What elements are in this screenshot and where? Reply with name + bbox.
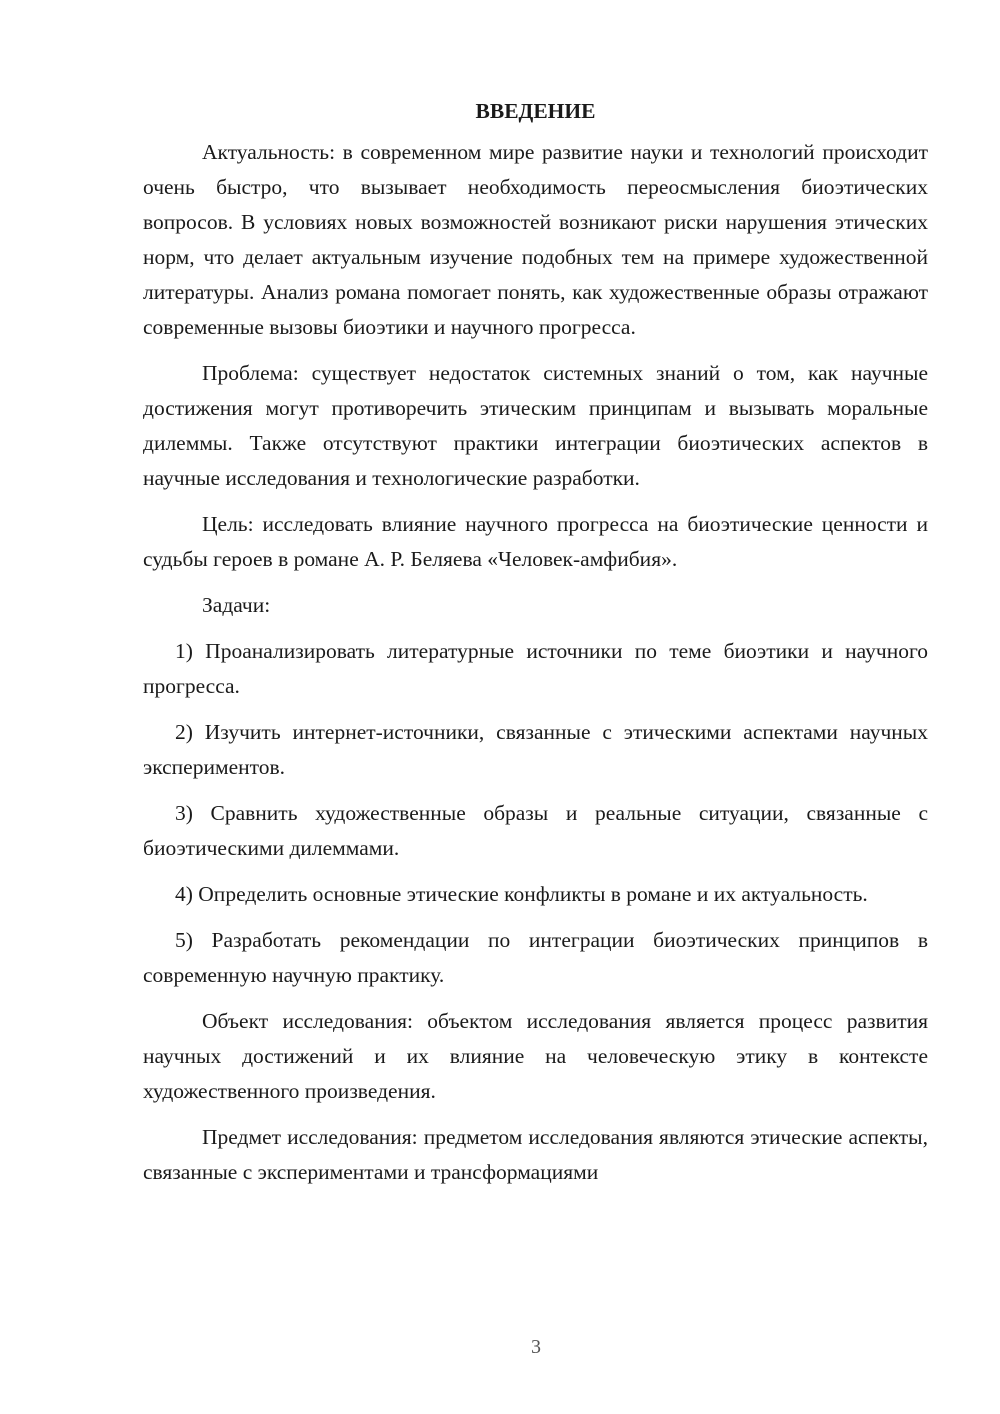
task-item-5: 5) Разработать рекомендации по интеграции биоэтических принципов в современную научную практику.	[143, 928, 928, 987]
task-item-2: 2) Изучить интернет-источники, связанные с этическими аспектами научных экспериментов.	[143, 720, 928, 779]
paragraph-goal: Цель: исследовать влияние научного прогресса на биоэтические ценности и судьбы героев в романе А. Р. Беляева «Человек-амфибия».	[143, 512, 928, 571]
task-item-4: 4) Определить основные этические конфликты в романе и их актуальность.	[175, 882, 868, 906]
document-page	[143, 96, 928, 1201]
section-heading: ВВЕДЕНИЕ	[475, 99, 596, 123]
task-item-3: 3) Сравнить художественные образы и реальные ситуации, связанные с биоэтическими дилеммами.	[143, 801, 928, 860]
paragraph-relevance: Актуальность: в современном мире развитие науки и технологий происходит очень быстро, что вызывает необходимость переосмысления биоэтических вопросов. В условиях новых возможностей возникают риски нарушения этических норм, что делает актуальным изучение подобных тем на примере художественной литературы. Анализ романа помогает понять, как художественные образы отражают современные вызовы биоэтики и научного прогресса.	[143, 140, 928, 339]
paragraph-object: Объект исследования: объектом исследования является процесс развития научных достижений и их влияние на человеческую этику в контексте художественного произведения.	[143, 1009, 928, 1103]
paragraph-subject: Предмет исследования: предметом исследования являются этические аспекты, связанные с экспериментами и трансформациями	[143, 1125, 928, 1184]
tasks-title: Задачи:	[202, 593, 271, 617]
page-number: 3	[531, 1336, 541, 1358]
paragraph-problem: Проблема: существует недостаток системных знаний о том, как научные достижения могут противоречить этическим принципам и вызывать моральные дилеммы. Также отсутствуют практики интеграции биоэтических аспектов в научные исследования и технологические разработки.	[143, 361, 928, 490]
task-item-1: 1) Проанализировать литературные источники по теме биоэтики и научного прогресса.	[143, 639, 928, 698]
